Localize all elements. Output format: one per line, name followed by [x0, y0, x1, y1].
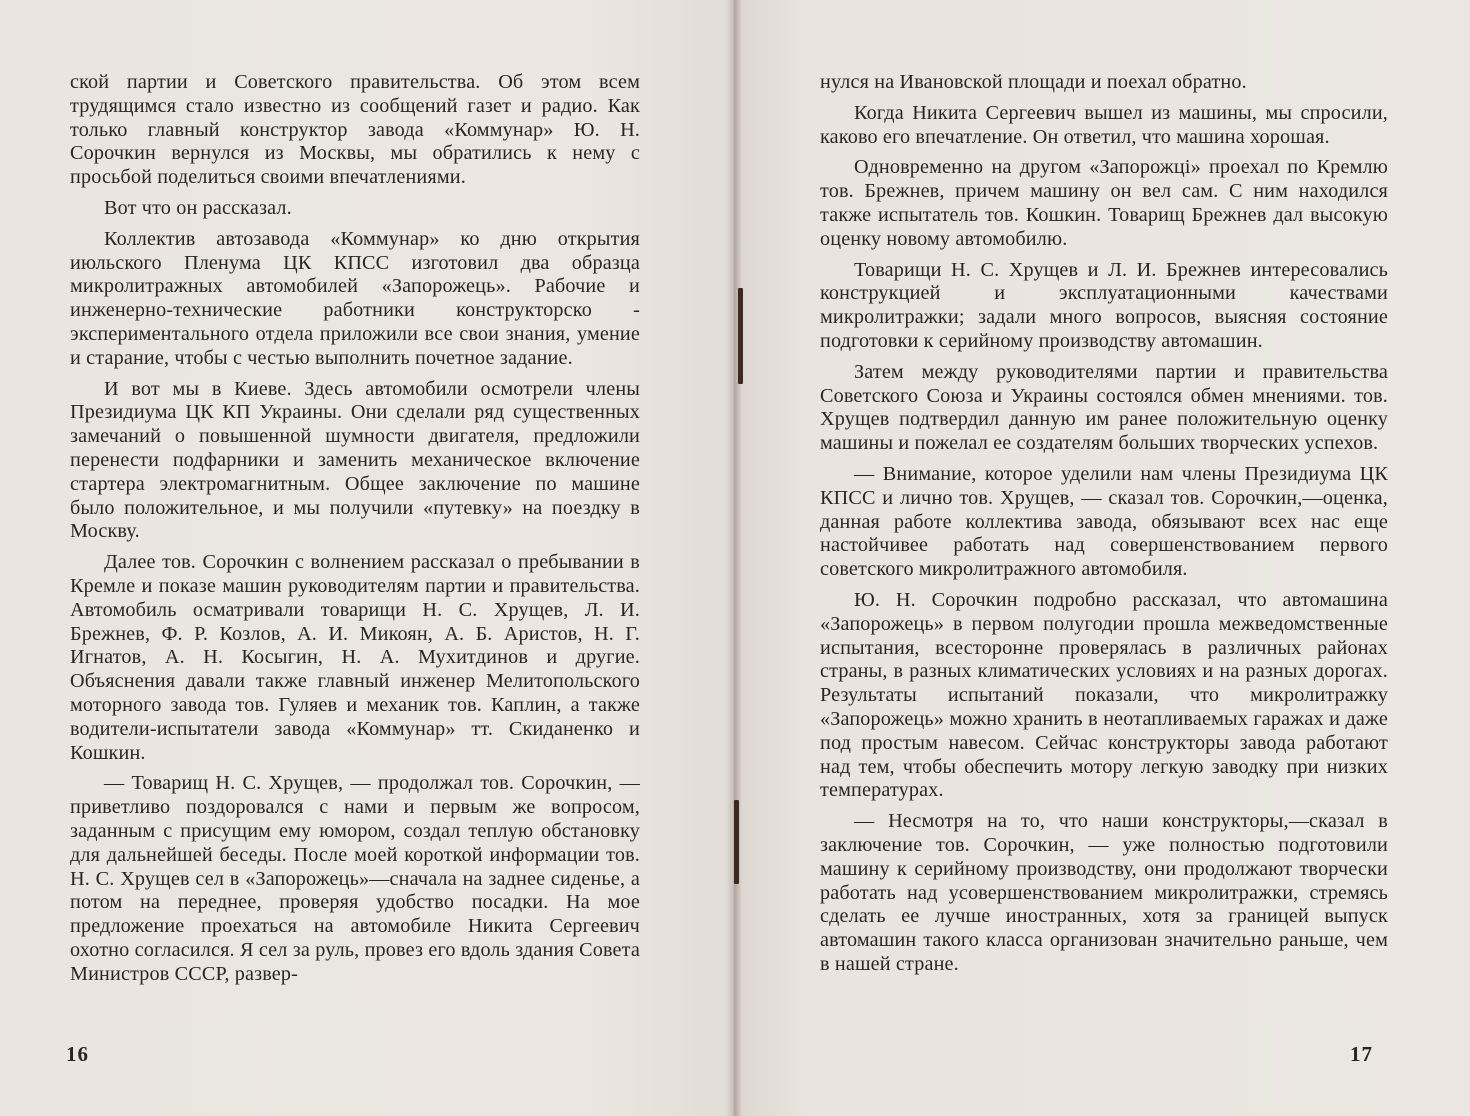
- paragraph: Товарищи Н. С. Хрущев и Л. И. Брежнев интересовались конструкцией и эксплуатационными качествами микролитражки; задали много вопросов, выясняя состояние подготовки к серийному производству автомашин.: [820, 258, 1388, 352]
- left-page-text: [70, 71, 640, 993]
- paragraph: Затем между руководителями партии и правительства Советского Союза и Украины состоялся обмен мнениями. тов. Хрущев подтвердил данную им ранее положительную оценку машины и пожелал ее создателям больших творческих успехов.: [820, 360, 1388, 455]
- paragraph: Одновременно на другом «Запорожці» проехал по Кремлю тов. Брежнев, причем машину он вел сам. С ним находился также испытатель тов. Кошкин. Товарищ Брежнев дал высокую оценку новому автомобилю.: [820, 156, 1388, 250]
- binding-staple-bottom: [734, 800, 739, 884]
- paragraph: — Несмотря на то, что наши конструкторы,—сказал в заключение тов. Сорочкин, — уже полностью подготовили машину к серийному производству, они продолжают творчески работать над усовершенствованием микролитражки, стремясь сделать ее лучше иностранных, хотя за границей выпуск автомашин такого класса организован значительно раньше, чем в нашей стране.: [820, 810, 1388, 975]
- paragraph: — Товарищ Н. С. Хрущев, — продолжал тов. Сорочкин, — приветливо поздоровался с нами и первым же вопросом, заданным с присущим ему юмором, создал теплую обстановку для дальнейшей беседы. После моей короткой информации тов. Н. С. Хрущев сел в «Запорожець»—сначала на заднее сиденье, а потом на переднее, проверяя удобство посадки. На мое предложение проехаться на автомобиле Никита Сергеевич охотно согласился. Я сел за руль, провез его вдоль здания Совета Министров СССР, развер-: [70, 772, 640, 985]
- paragraph: Коллектив автозавода «Коммунар» ко дню открытия июльского Пленума ЦК КПСС изготовил два образца микролитражных автомобилей «Запорожець». Рабочие и инженерно-технические работники конструкторско - экспериментального отдела приложили все свои знания, умение и старание, чтобы с честью выполнить почетное задание.: [70, 227, 640, 369]
- page-number: 16: [66, 1042, 89, 1066]
- book-gutter: [726, 0, 742, 1116]
- left-page: [0, 0, 733, 1116]
- right-page: [733, 0, 1470, 1116]
- binding-staple-top: [738, 288, 743, 384]
- paragraph: Вот что он рассказал.: [104, 196, 292, 219]
- paragraph: Когда Никита Сергеевич вышел из машины, мы спросили, каково его впечатление. Он ответил, что машина хорошая.: [820, 101, 1388, 148]
- right-page-text: [820, 71, 1388, 984]
- paragraph: И вот мы в Киеве. Здесь автомобили осмотрели члены Президиума ЦК КП Украины. Они сделали ряд существенных замечаний о повышенной шумности двигателя, предложили перенести подфарники и заменить механическое включение стартера электромагнитным. Общее заключение по машине было положительное, и мы получили «путевку» на поездку в Москву.: [70, 377, 640, 543]
- page-number: 17: [1350, 1042, 1373, 1066]
- paragraph: — Внимание, которое уделили нам члены Президиума ЦК КПСС и лично тов. Хрущев, — сказал тов. Сорочкин,—оценка, данная работе коллектива завода, обязывают всех нас еще настойчивее работать над совершенствованием первого советского микролитражного автомобиля.: [820, 462, 1388, 581]
- paragraph: ской партии и Советского правительства. Об этом всем трудящимся стало известно из сообщений газет и радио. Как только главный конструктор завода «Коммунар» Ю. Н. Сорочкин вернулся из Москвы, мы обратились к нему с просьбой поделиться своими впечатлениями.: [70, 71, 640, 189]
- paragraph: Далее тов. Сорочкин с волнением рассказал о пребывании в Кремле и показе машин руководителям партии и правительства. Автомобиль осматривали товарищи Н. С. Хрущев, Л. И. Брежнев, Ф. Р. Козлов, А. И. Микоян, А. Б. Аристов, Н. Г. Игнатов, А. Н. Косыгин, Н. А. Мухитдинов и другие. Объяснения давали также главный инженер Мелитопольского моторного завода тов. Гуляев и механик тов. Каплин, а также водители-испытатели завода «Коммунар» тт. Скиданенко и Кошкин.: [70, 551, 640, 764]
- paragraph: нулся на Ивановской площади и поехал обратно.: [820, 71, 1247, 93]
- paragraph: Ю. Н. Сорочкин подробно рассказал, что автомашина «Запорожець» в первом полугодии прошла межведомственные испытания, всесторонне проверялась в различных районах страны, в разных климатических условиях и на разных дорогах. Результаты испытаний показали, что микролитражку «Запорожець» можно хранить в неотапливаемых гаражах и даже под простым навесом. Сейчас конструкторы завода работают над тем, чтобы обеспечить мотору легкую заводку при низких температурах.: [820, 588, 1388, 802]
